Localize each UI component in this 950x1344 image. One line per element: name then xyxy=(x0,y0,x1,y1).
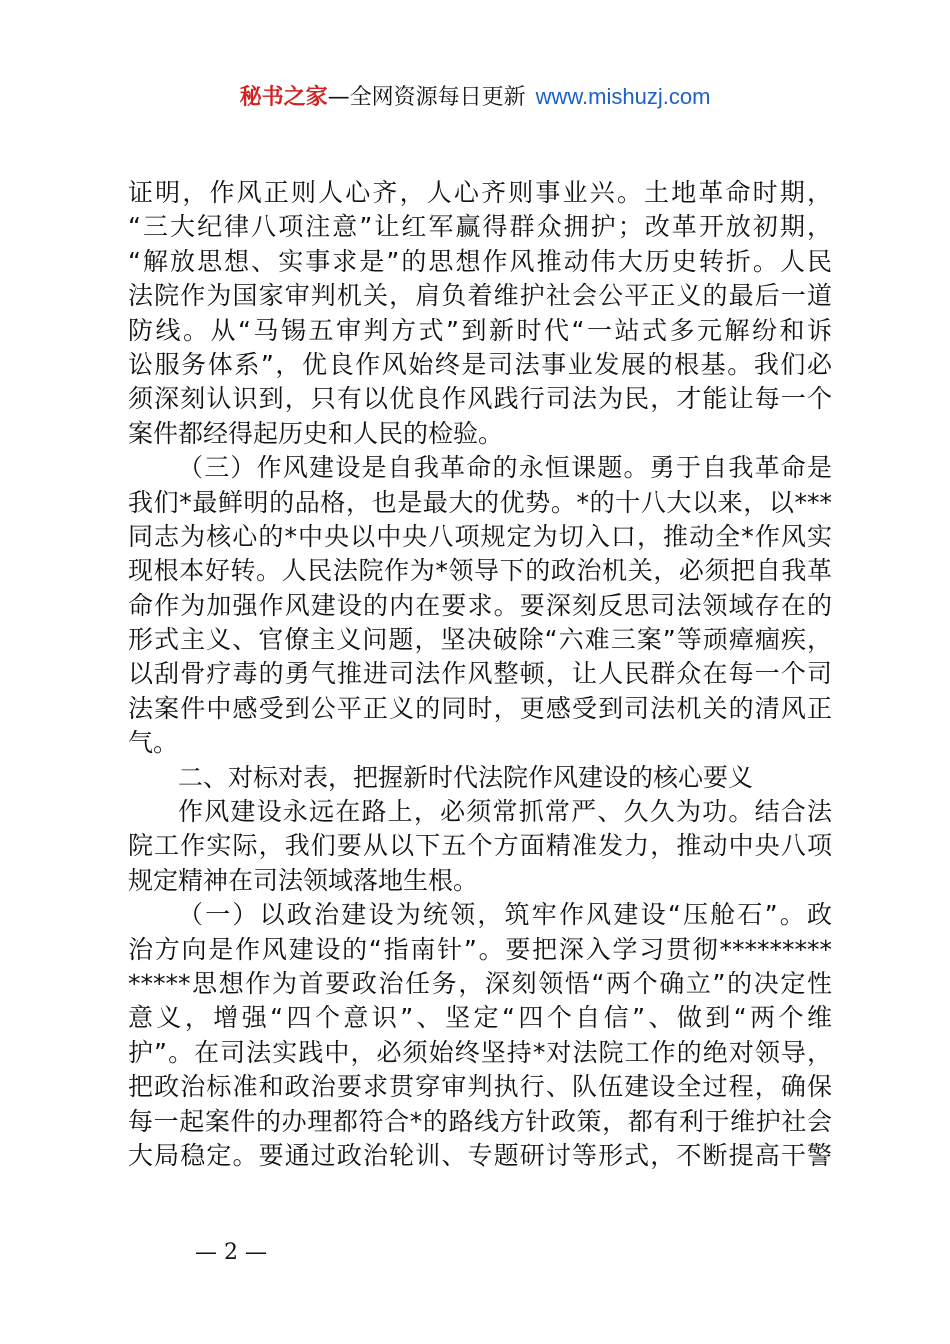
text-line: 我们*最鲜明的品格，也是最大的优势。*的十八大以来，以*** xyxy=(128,487,832,517)
section-heading-3: （三）作风建设是自我革命的永恒课题。勇于自我革命是 xyxy=(178,453,832,483)
header-dash: — xyxy=(327,85,350,110)
text-line: 现根本好转。人民法院作为*领导下的政治机关，必须把自我革 xyxy=(128,556,832,586)
text-line: 护”。在司法实践中，必须始终坚持*对法院工作的绝对领导， xyxy=(128,1037,832,1067)
text-line: 规定精神在司法领域落地生根。 xyxy=(128,865,479,895)
text-line: 讼服务体系”，优良作风始终是司法事业发展的根基。我们必 xyxy=(128,349,832,379)
text-line: 案件都经得起历史和人民的检验。 xyxy=(128,418,504,448)
text-line: 作风建设永远在路上，必须常抓常严、久久为功。结合法 xyxy=(178,797,832,827)
text-line: 法院作为国家审判机关，肩负着维护社会公平正义的最后一道 xyxy=(128,281,832,311)
site-brand: 秘书之家 xyxy=(239,85,328,110)
text-line: 命作为加强作风建设的内在要求。要深刻反思司法领域存在的 xyxy=(128,590,832,620)
site-tagline: 全网资源每日更新 xyxy=(349,85,526,110)
text-line: 证明，作风正则人心齐，人心齐则事业兴。土地革命时期， xyxy=(128,178,832,207)
text-line: 大局稳定。要通过政治轮训、专题研讨等形式，不断提高干警 xyxy=(128,1140,832,1170)
text-line: 以刮骨疗毒的勇气推进司法作风整顿，让人民群众在每一个司 xyxy=(128,659,832,689)
text-line: 须深刻认识到，只有以优良作风践行司法为民，才能让每一个 xyxy=(128,384,832,414)
text-line: *****思想作为首要政治任务，深刻领悟“两个确立”的决定性 xyxy=(128,968,832,998)
text-line: 同志为核心的*中央以中央八项规定为切入口，推动全*作风实 xyxy=(128,521,832,551)
text-line: 防线。从“马锡五审判方式”到新时代“一站式多元解纷和诉 xyxy=(128,315,832,345)
site-url-link[interactable]: www.mishuzj.com xyxy=(535,84,711,109)
text-line: 法案件中感受到公平正义的同时，更感受到司法机关的清风正 xyxy=(128,693,832,723)
text-line: 把政治标准和政治要求贯穿审判执行、队伍建设全过程，确保 xyxy=(128,1072,832,1102)
page-number: — 2 — xyxy=(195,1240,267,1265)
chapter-heading-2: 二、对标对表，把握新时代法院作风建设的核心要义 xyxy=(178,762,754,792)
text-line: 意义，增强“四个意识”、坚定“四个自信”、做到“两个维 xyxy=(128,1003,832,1033)
text-line: 形式主义、官僚主义问题，坚决破除“六难三案”等顽瘴痼疾， xyxy=(128,625,832,655)
text-line: “解放思想、实事求是”的思想作风推动伟大历史转折。人民 xyxy=(128,246,832,276)
site-header xyxy=(0,82,950,112)
document-body xyxy=(128,176,832,1173)
section-heading-1: （一）以政治建设为统领，筑牢作风建设“压舱石”。政 xyxy=(178,900,832,930)
text-line: 气。 xyxy=(128,728,179,758)
text-line: “三大纪律八项注意”让红军赢得群众拥护；改革开放初期， xyxy=(128,212,832,242)
text-line: 每一起案件的办理都符合*的路线方针政策，都有利于维护社会 xyxy=(128,1106,832,1136)
text-line: 院工作实际，我们要从以下五个方面精准发力，推动中央八项 xyxy=(128,831,832,861)
text-line: 治方向是作风建设的“指南针”。要把深入学习贯彻********* xyxy=(128,934,832,964)
